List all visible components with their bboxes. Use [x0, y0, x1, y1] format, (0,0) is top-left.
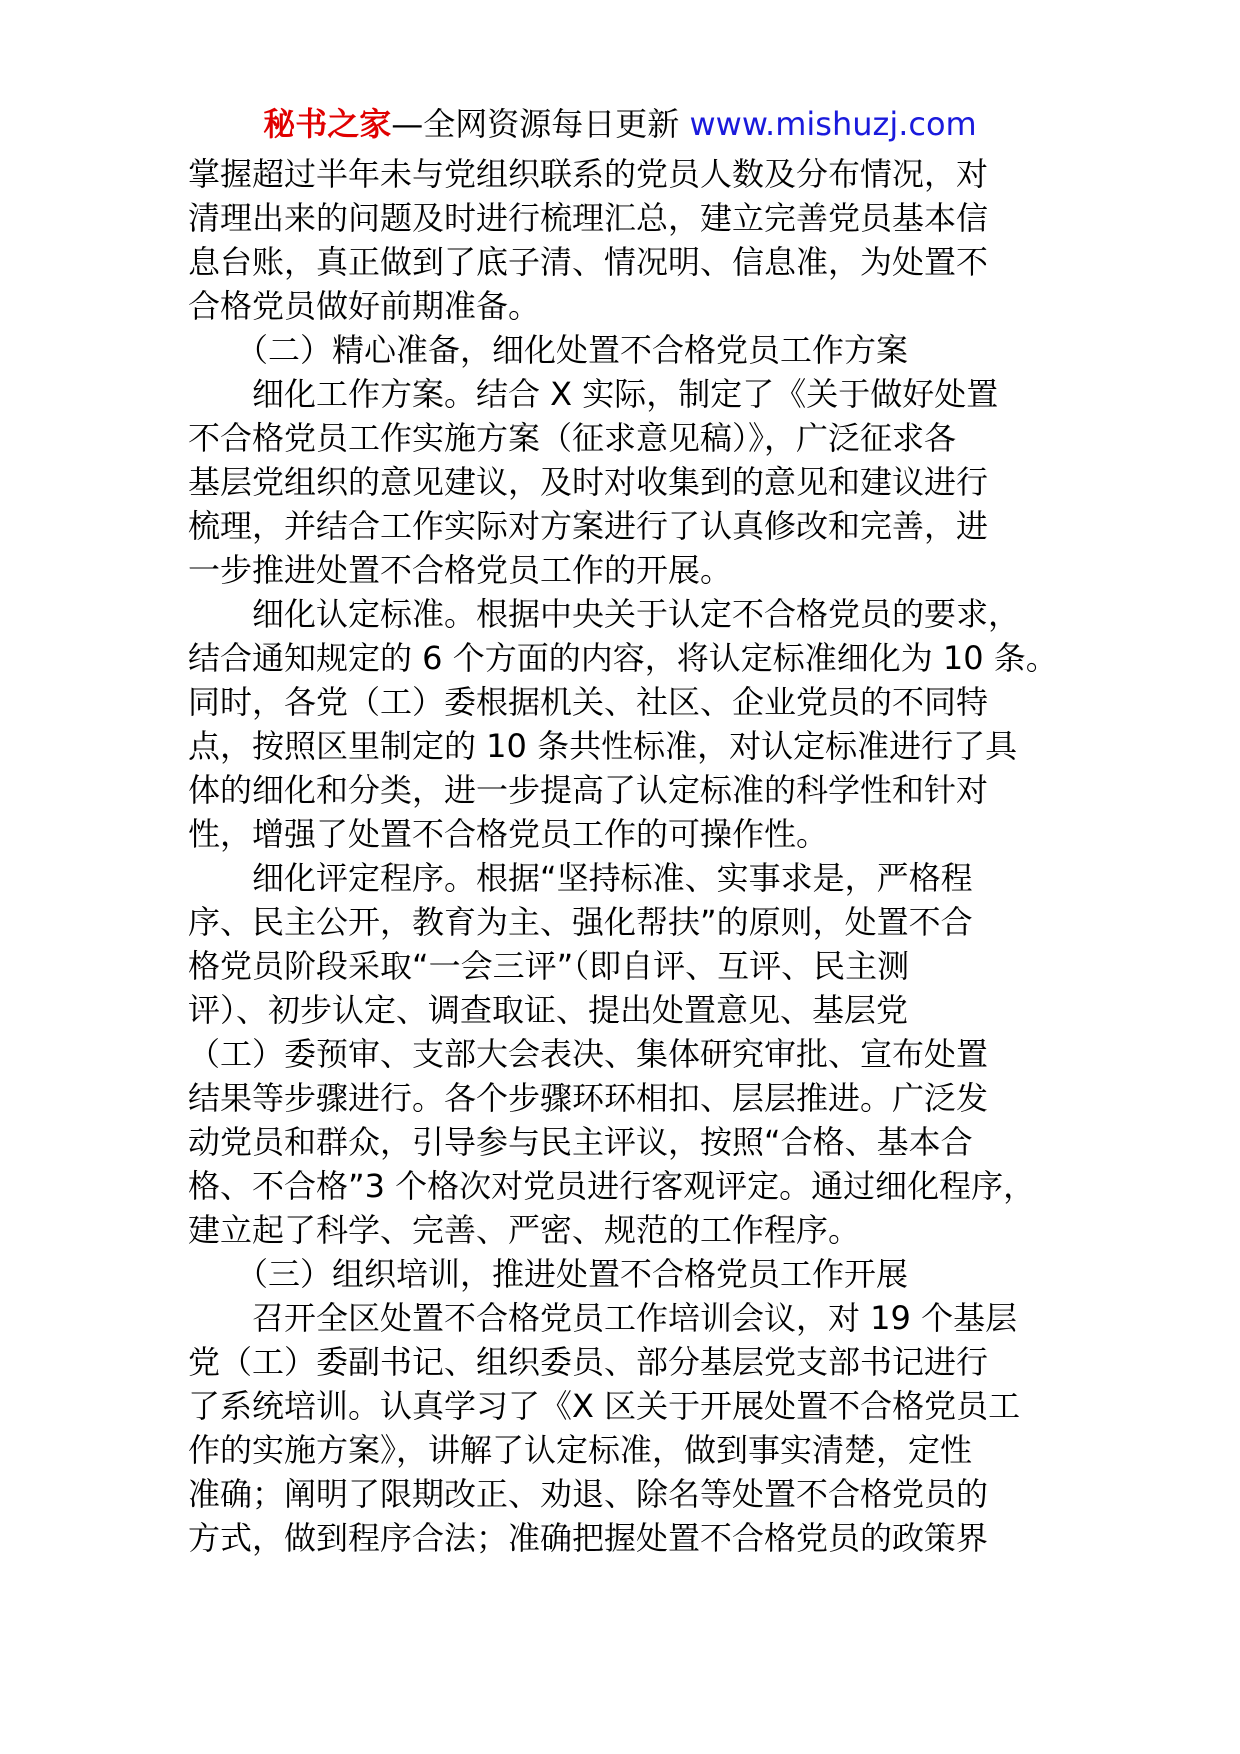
text-line: 准确；阐明了限期改正、劝退、除名等处置不合格党员的	[188, 1475, 989, 1513]
text-line: 点，按照区里制定的 10 条共性标准，对认定标准进行了具	[188, 727, 1018, 765]
site-url-link[interactable]: www.mishuzj.com	[689, 105, 977, 143]
text-line: 体的细化和分类，进一步提高了认定标准的科学性和针对	[188, 771, 989, 809]
text-line: 结果等步骤进行。各个步骤环环相扣、层层推进。广泛发	[188, 1079, 989, 1117]
text-line: 作的实施方案》，讲解了认定标准，做到事实清楚，定性	[188, 1431, 973, 1469]
text-line: 党（工）委副书记、组织委员、部分基层党支部书记进行	[188, 1343, 989, 1381]
text-line: 格党员阶段采取“一会三评”（即自评、互评、民主测	[188, 947, 910, 985]
text-line: 细化认定标准。根据中央关于认定不合格党员的要求，	[188, 595, 1021, 633]
document-body	[188, 152, 1088, 1560]
text-line: 不合格党员工作实施方案（征求意见稿）》，广泛征求各	[188, 419, 957, 457]
text-line: 结合通知规定的 6 个方面的内容，将认定标准细化为 10 条。	[188, 639, 1058, 677]
text-line: 细化工作方案。结合 X 实际，制定了《关于做好处置	[188, 375, 999, 413]
page-header	[0, 102, 1240, 146]
text-line: 同时，各党（工）委根据机关、社区、企业党员的不同特	[188, 683, 989, 721]
text-line: 了系统培训。认真学习了《X 区关于开展处置不合格党员工	[188, 1387, 1021, 1425]
text-line: 息台账，真正做到了底子清、情况明、信息准，为处置不	[188, 243, 989, 281]
text-line: 合格党员做好前期准备。	[188, 287, 541, 325]
text-line: 格、不合格”3 个格次对党员进行客观评定。通过细化程序，	[188, 1167, 1036, 1205]
text-line: 召开全区处置不合格党员工作培训会议，对 19 个基层	[188, 1299, 1018, 1337]
text-line: 建立起了科学、完善、严密、规范的工作程序。	[188, 1211, 861, 1249]
text-line: 一步推进处置不合格党员工作的开展。	[188, 551, 733, 589]
text-line: 清理出来的问题及时进行梳理汇总，建立完善党员基本信	[188, 199, 989, 237]
text-line: 细化评定程序。根据“坚持标准、实事求是，严格程	[188, 859, 973, 897]
brand-name: 秘书之家	[263, 105, 392, 143]
text-line: 方式，做到程序合法；准确把握处置不合格党员的政策界	[188, 1519, 989, 1557]
text-line: 梳理，并结合工作实际对方案进行了认真修改和完善，进	[188, 507, 989, 545]
text-line: （三）组织培训，推进处置不合格党员工作开展	[188, 1255, 909, 1293]
text-line: 性，增强了处置不合格党员工作的可操作性。	[188, 815, 829, 853]
text-line: 动党员和群众，引导参与民主评议，按照“合格、基本合	[188, 1123, 973, 1161]
text-line: 评）、初步认定、调查取证、提出处置意见、基层党	[188, 991, 909, 1029]
text-line: 掌握超过半年未与党组织联系的党员人数及分布情况，对	[188, 155, 989, 193]
text-line: 基层党组织的意见建议，及时对收集到的意见和建议进行	[188, 463, 989, 501]
text-line: （二）精心准备，细化处置不合格党员工作方案	[188, 331, 909, 369]
text-line: 序、民主公开，教育为主、强化帮扶”的原则，处置不合	[188, 903, 973, 941]
text-line: （工）委预审、支部大会表决、集体研究审批、宣布处置	[188, 1035, 989, 1073]
header-slogan: —全网资源每日更新	[391, 105, 690, 143]
